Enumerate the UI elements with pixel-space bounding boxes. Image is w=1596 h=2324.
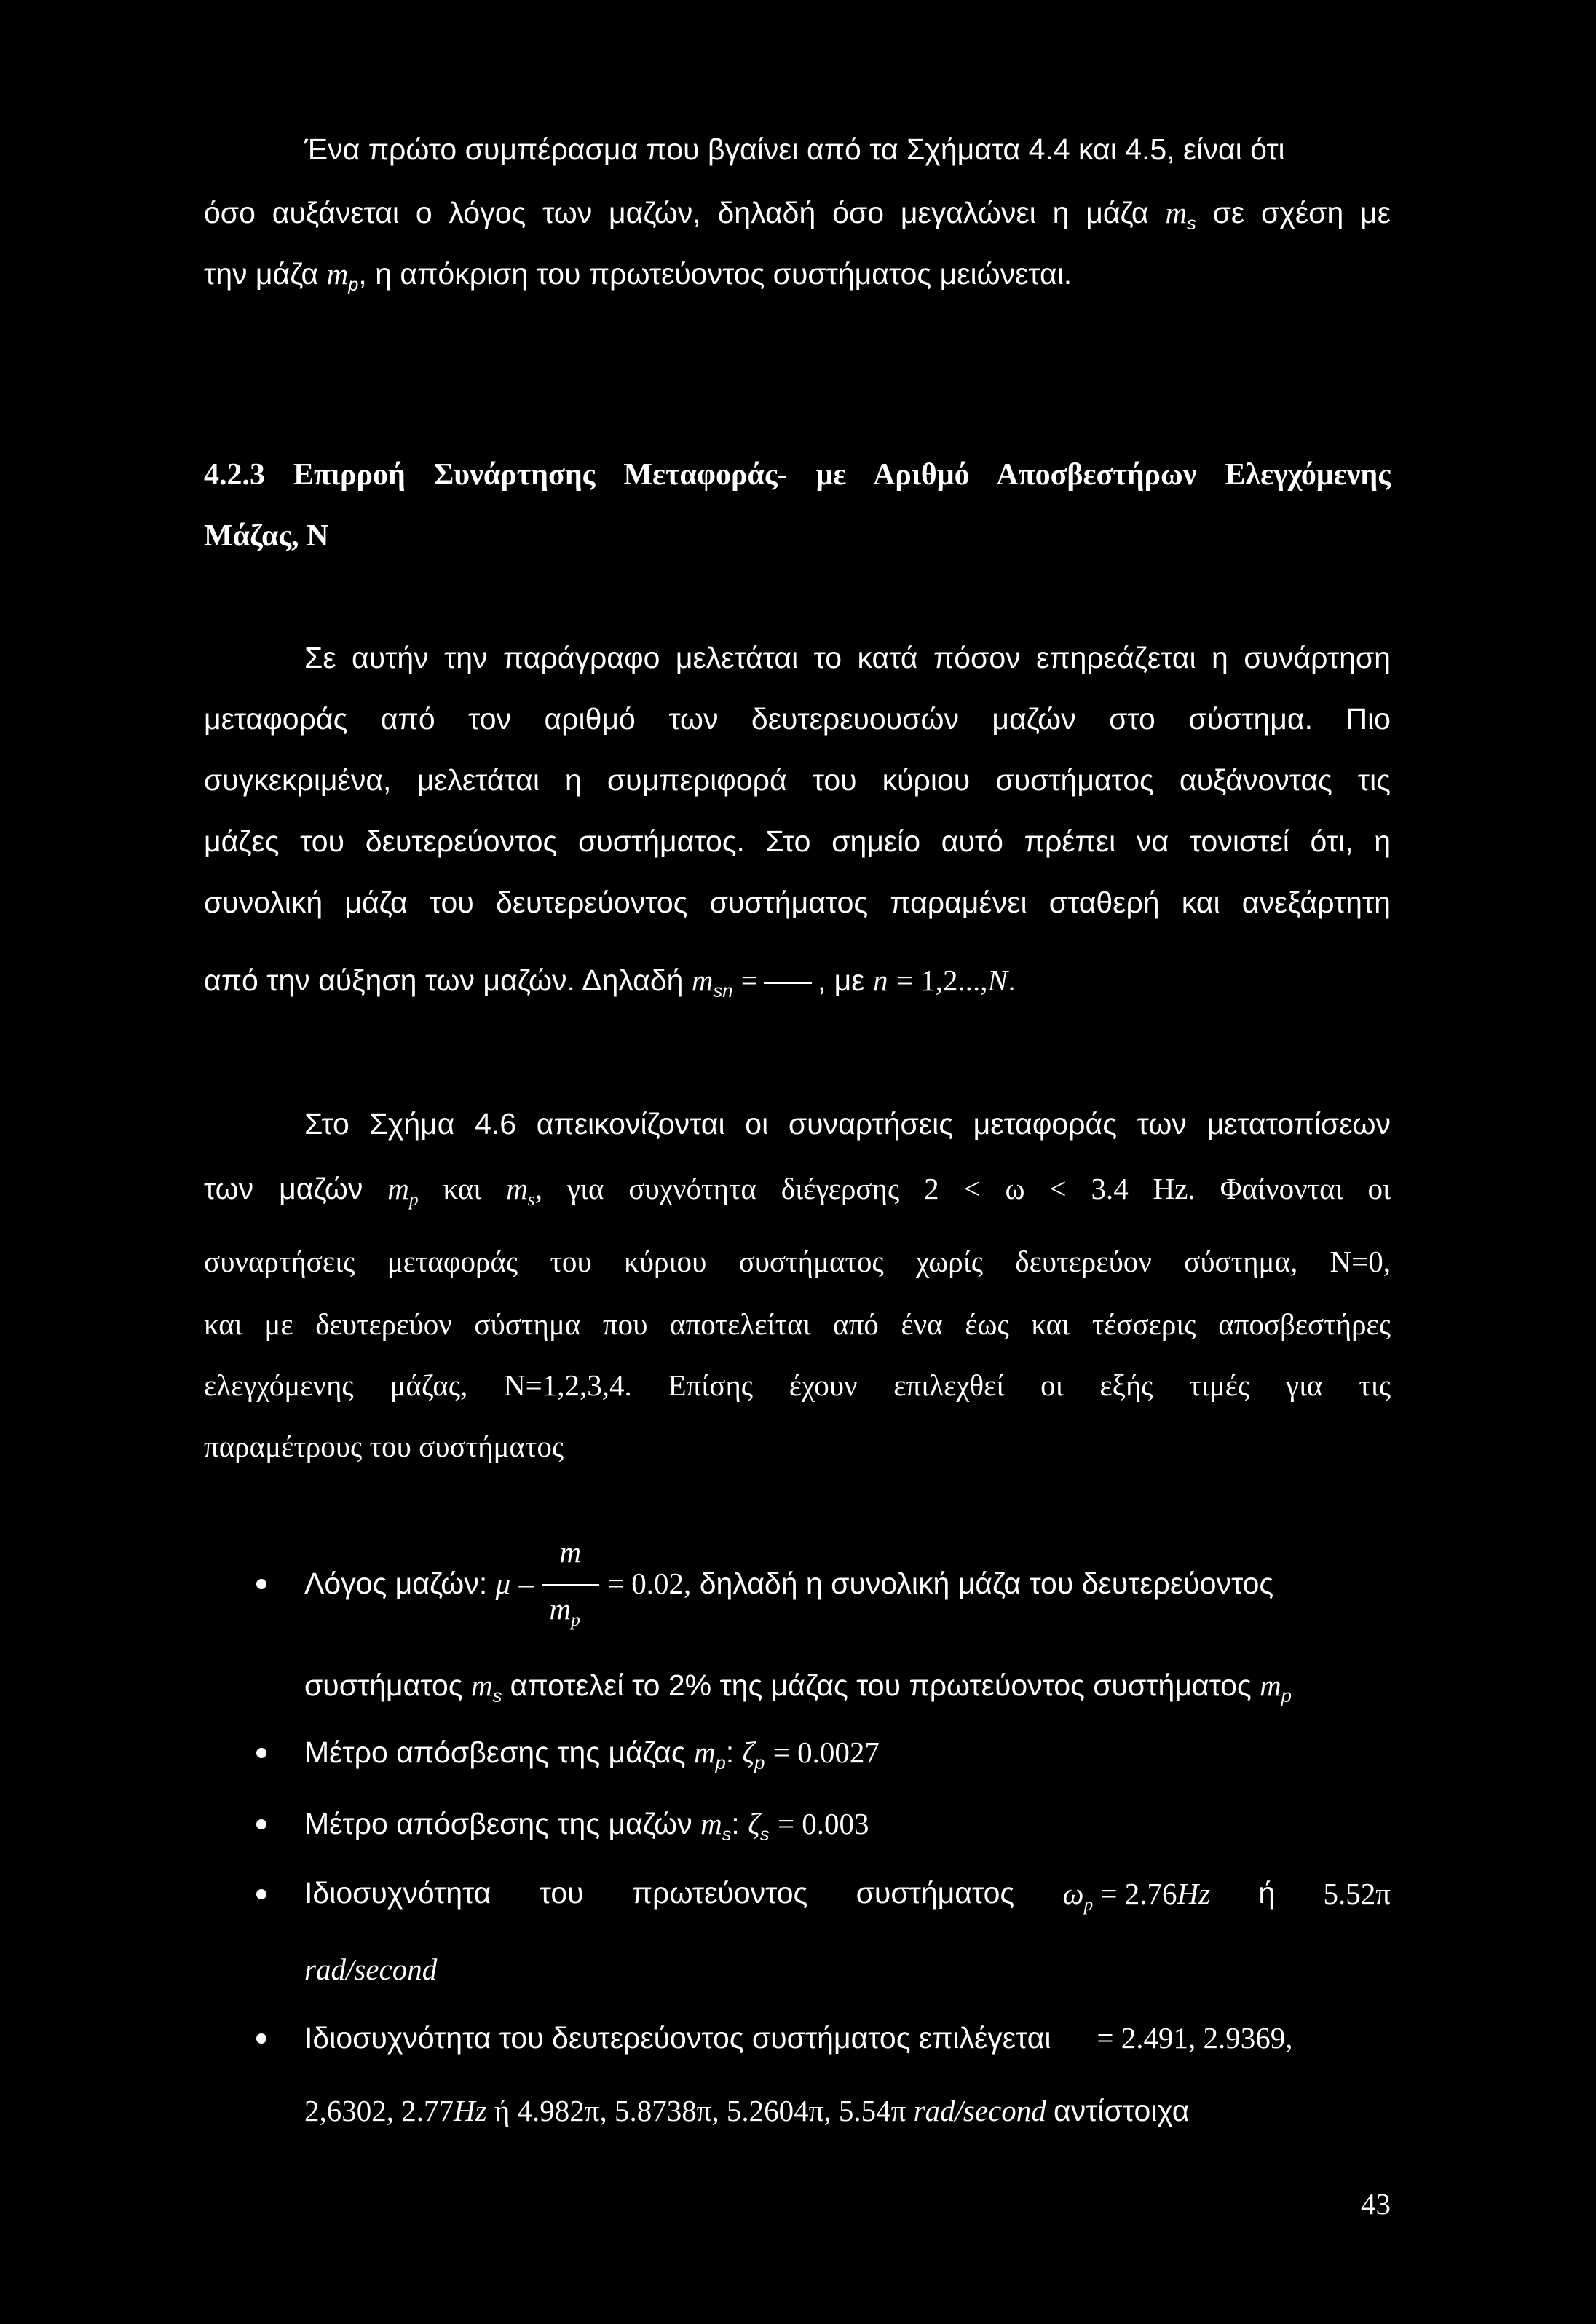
fraction-bar [764,982,812,984]
fraction: $\frac{m}{m_p}$ [542,1571,599,1600]
paragraph-line: όσο αυξάνεται ο λόγος των μαζών, δηλαδή όσο μεγαλώνει η μάζα $m_s$ σε σχέση με [204,196,1391,234]
paragraph-line: Στο Σχήμα 4.6 απεικονίζονται οι συναρτήσεις μεταφοράς των μετατοπίσεων [304,1107,1391,1141]
paragraph-line: Σε αυτήν την παράγραφο μελετάται το κατά πόσον επηρεάζεται η συνάρτηση [304,641,1391,674]
section-heading: Μάζας, N [204,519,329,553]
bullet-icon [256,1889,266,1899]
paragraph-line: ελεγχόμενης μάζας, Ν=1,2,3,4. Επίσης έχουν επιλεχθεί οι εξής τιμές για τις [204,1368,1391,1402]
paragraph-line: συναρτήσεις μεταφοράς του κύριου συστήματος χωρίς δευτερεύον σύστημα, Ν=0, [204,1245,1391,1278]
page-number: 43 [1361,2187,1391,2221]
section-heading: 4.2.3 Επιρροή Συνάρτησης Μεταφοράς- με Αριθμό Αποσβεστήρων Ελεγχόμενης [204,458,1391,492]
paragraph-line: από την αύξηση των μαζών. Δηλαδή $m_{sn}$ = , με n = 1,2...,N. [204,964,1016,1001]
bullet-icon [256,1748,266,1758]
paragraph-line: την μάζα $m_p$, η απόκριση του πρωτεύοντος συστήματος μειώνεται. [204,257,1072,295]
paragraph-line: και με δευτερεύον σύστημα που αποτελείται από ένα έως και τέσσερις αποσβεστήρες [204,1307,1391,1341]
bullet-icon [256,1819,266,1829]
paragraph-line: Ένα πρώτο συμπέρασμα που βγαίνει από τα Σχήματα 4.4 και 4.5, είναι ότι [304,133,1285,166]
paragraph-line: μάζες του δευτερεύοντος συστήματος. Στο σημείο αυτό πρέπει να τονιστεί ότι, η [204,824,1391,858]
paragraph-line: συγκεκριμένα, μελετάται η συμπεριφορά του κύριου συστήματος αυξάνοντας τις [204,763,1391,797]
bullet-item: Ιδιοσυχνότητα του πρωτεύοντος συστήματος $\omega_p = 2.76Hz$ ή 5.52π [304,1876,1391,1915]
bullet-icon [256,1579,266,1589]
bullet-item: Ιδιοσυχνότητα του δευτερεύοντος συστήματος επιλέγεται = 2.491, 2.9369, [304,2021,1293,2055]
paragraph-line: συνολική μάζα του δευτερεύοντος συστήματος παραμένει σταθερή και ανεξάρτητη [204,886,1391,919]
bullet-item: Λόγος μαζών: μ – $\frac{m}{m_p}$ = 0.02, δηλαδή η συνολική μάζα του δευτερεύοντος [304,1535,1274,1631]
bullet-item-continued: συστήματος $m_s$ αποτελεί το 2% της μάζας του πρωτεύοντος συστήματος $m_p$ [304,1669,1292,1706]
bullet-item-continued: 2,6302, 2.77Hz ή 4.982π, 5.8738π, 5.2604π, 5.54π rad/second αντίστοιχα [304,2094,1190,2127]
bullet-icon [256,2033,266,2044]
bullet-item: Μέτρο απόσβεσης της μάζας $m_p$: $\zeta_p = 0.0027$ [304,1736,880,1773]
bullet-item-continued: rad/second [304,1953,438,1986]
paragraph-line: των μαζών $m_p$ και $m_s$, για συχνότητα διέγερσης 2 < ω < 3.4 Hz. Φαίνονται οι [204,1172,1391,1210]
bullet-item: Μέτρο απόσβεσης της μαζών $m_s$: $\zeta_s = 0.003$ [304,1807,869,1845]
paragraph-line: παραμέτρους του συστήματος [204,1430,564,1463]
paragraph-line: μεταφοράς από τον αριθμό των δευτερευουσών μαζών στο σύστημα. Πιο [204,702,1391,736]
